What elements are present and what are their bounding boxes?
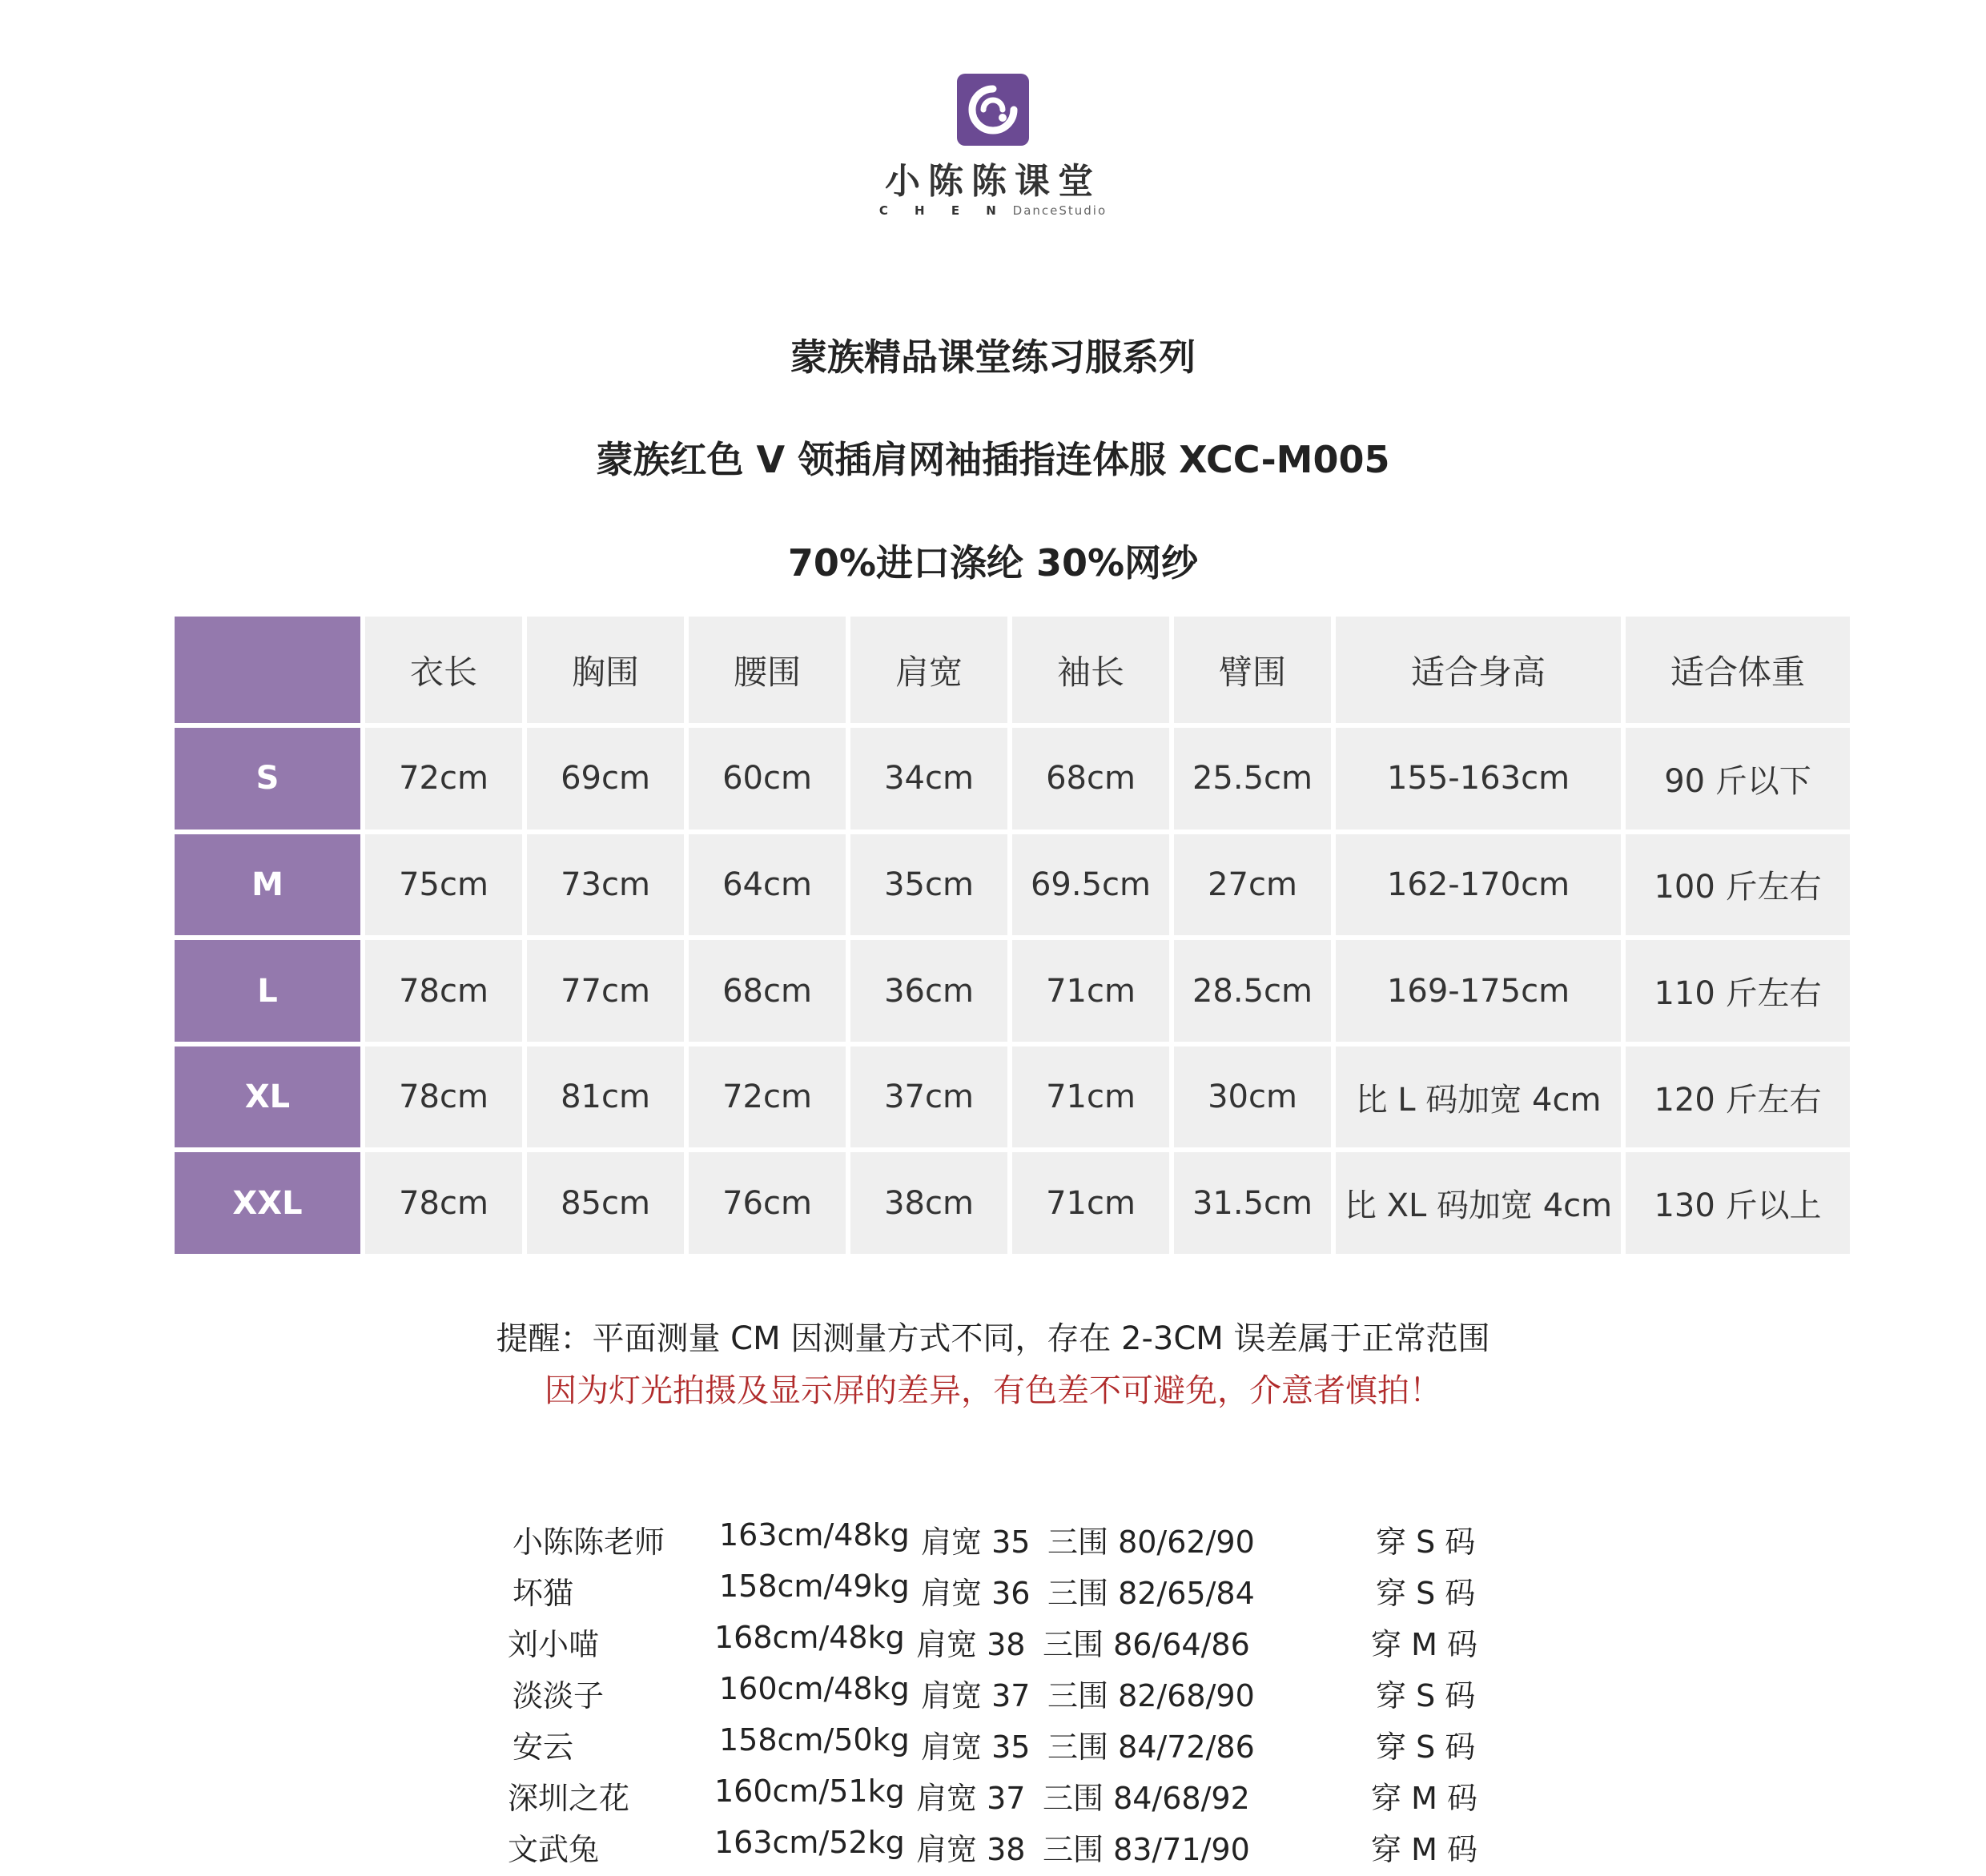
model-shoulder: 肩宽 38	[916, 1832, 1026, 1867]
model-list	[508, 1517, 1554, 1876]
fabric-title: 70%进口涤纶 30%网纱	[787, 541, 1199, 584]
model-shoulder: 肩宽 37	[921, 1678, 1031, 1713]
color-warning: 因为灯光拍摄及显示屏的差异，有色差不可避免，介意者慎拍！	[545, 1372, 1441, 1409]
table-cell: 25.5cm	[1174, 728, 1331, 830]
logo-mark-icon	[957, 74, 1029, 146]
size-label-cell: S	[175, 728, 360, 830]
table-cell: 34cm	[850, 728, 1007, 830]
model-size: 穿 M 码	[1371, 1781, 1477, 1816]
table-cell: 169-175cm	[1336, 940, 1621, 1042]
model-measurements: 三围 82/65/84	[1047, 1576, 1255, 1611]
list-item	[513, 1569, 1554, 1620]
model-height-weight: 160cm/48kg	[719, 1671, 910, 1706]
table-cell: 比 XL 码加宽 4cm	[1336, 1152, 1621, 1254]
list-item	[513, 1671, 1554, 1722]
logo-sub-text: DanceStudio	[1012, 203, 1108, 218]
table-cell: 30cm	[1174, 1046, 1331, 1148]
logo-sub-bold: C H E N	[878, 203, 1007, 218]
model-height-weight: 158cm/49kg	[719, 1569, 910, 1604]
size-label-cell: XXL	[175, 1152, 360, 1254]
table-cell: 73cm	[527, 834, 684, 936]
table-cell: 68cm	[689, 940, 846, 1042]
brand-logo	[877, 74, 1109, 218]
product-title: 蒙族红色 V 领插肩网袖插指连体服 XCC-M005	[596, 438, 1390, 481]
table-cell: 81cm	[527, 1046, 684, 1148]
model-shoulder: 肩宽 35	[921, 1729, 1031, 1765]
model-size: 穿 S 码	[1376, 1729, 1476, 1765]
table-cell: 90 斤以下	[1626, 728, 1850, 830]
model-shoulder: 肩宽 35	[921, 1525, 1031, 1560]
table-cell: 130 斤以上	[1626, 1152, 1850, 1254]
table-cell: 38cm	[850, 1152, 1007, 1254]
list-item	[508, 1620, 1554, 1671]
table-cell: 71cm	[1012, 1152, 1169, 1254]
table-cell: 77cm	[527, 940, 684, 1042]
table-row	[175, 1152, 1850, 1254]
model-size: 穿 M 码	[1371, 1627, 1477, 1662]
model-name: 坏猫	[513, 1576, 574, 1611]
table-cell: 71cm	[1012, 1046, 1169, 1148]
model-height-weight: 163cm/48kg	[719, 1517, 910, 1553]
logo-name: 小陈陈课堂	[885, 161, 1101, 202]
model-shoulder: 肩宽 36	[921, 1576, 1031, 1611]
table-cell: 75cm	[365, 834, 522, 936]
model-size: 穿 M 码	[1371, 1832, 1477, 1867]
model-height-weight: 168cm/48kg	[714, 1620, 905, 1655]
list-item	[513, 1517, 1554, 1569]
list-item	[513, 1722, 1554, 1774]
model-name: 小陈陈老师	[513, 1525, 665, 1560]
header-cell: 肩宽	[850, 617, 1007, 723]
size-table	[170, 612, 1855, 1259]
table-cell: 64cm	[689, 834, 846, 936]
table-row	[175, 940, 1850, 1042]
model-measurements: 三围 86/64/86	[1043, 1627, 1250, 1662]
table-cell: 110 斤左右	[1626, 940, 1850, 1042]
table-cell: 68cm	[1012, 728, 1169, 830]
table-cell: 76cm	[689, 1152, 846, 1254]
model-size: 穿 S 码	[1376, 1576, 1476, 1611]
table-row	[175, 1046, 1850, 1148]
table-cell: 27cm	[1174, 834, 1331, 936]
size-label-cell: M	[175, 834, 360, 936]
model-name: 刘小喵	[508, 1627, 600, 1662]
model-size: 穿 S 码	[1376, 1525, 1476, 1560]
table-cell: 69.5cm	[1012, 834, 1169, 936]
table-cell: 35cm	[850, 834, 1007, 936]
header-cell: 适合身高	[1336, 617, 1621, 723]
model-measurements: 三围 80/62/90	[1047, 1525, 1255, 1560]
model-shoulder: 肩宽 37	[916, 1781, 1026, 1816]
size-label-cell: L	[175, 940, 360, 1042]
table-cell: 69cm	[527, 728, 684, 830]
table-row	[175, 728, 1850, 830]
table-row	[175, 834, 1850, 936]
list-item	[508, 1825, 1554, 1876]
table-cell: 78cm	[365, 1046, 522, 1148]
table-cell: 71cm	[1012, 940, 1169, 1042]
table-cell: 78cm	[365, 940, 522, 1042]
table-cell: 60cm	[689, 728, 846, 830]
table-cell: 36cm	[850, 940, 1007, 1042]
measurement-reminder: 提醒：平面测量 CM 因测量方式不同，存在 2-3CM 误差属于正常范围	[496, 1320, 1490, 1357]
model-measurements: 三围 82/68/90	[1047, 1678, 1255, 1713]
table-cell: 比 L 码加宽 4cm	[1336, 1046, 1621, 1148]
model-size: 穿 S 码	[1376, 1678, 1476, 1713]
list-item	[508, 1774, 1554, 1825]
table-cell: 28.5cm	[1174, 940, 1331, 1042]
table-cell: 72cm	[689, 1046, 846, 1148]
size-label-cell: XL	[175, 1046, 360, 1148]
header-cell: 腰围	[689, 617, 846, 723]
header-cell: 衣长	[365, 617, 522, 723]
table-corner-cell	[175, 617, 360, 723]
model-name: 安云	[513, 1729, 574, 1765]
model-measurements: 三围 84/68/92	[1043, 1781, 1250, 1816]
table-cell: 120 斤左右	[1626, 1046, 1850, 1148]
model-measurements: 三围 83/71/90	[1043, 1832, 1250, 1867]
model-height-weight: 160cm/51kg	[714, 1774, 905, 1809]
model-name: 文武兔	[508, 1832, 600, 1867]
table-cell: 72cm	[365, 728, 522, 830]
logo-subtitle	[877, 203, 1109, 218]
model-measurements: 三围 84/72/86	[1047, 1729, 1255, 1765]
model-shoulder: 肩宽 38	[916, 1627, 1026, 1662]
table-cell: 85cm	[527, 1152, 684, 1254]
table-header-row	[175, 617, 1850, 723]
series-title: 蒙族精品课堂练习服系列	[790, 335, 1196, 379]
header-cell: 袖长	[1012, 617, 1169, 723]
model-height-weight: 163cm/52kg	[714, 1825, 905, 1860]
header-cell: 胸围	[527, 617, 684, 723]
table-cell: 155-163cm	[1336, 728, 1621, 830]
table-cell: 37cm	[850, 1046, 1007, 1148]
table-cell: 31.5cm	[1174, 1152, 1331, 1254]
header-cell: 臂围	[1174, 617, 1331, 723]
model-height-weight: 158cm/50kg	[719, 1722, 910, 1757]
table-cell: 100 斤左右	[1626, 834, 1850, 936]
table-cell: 78cm	[365, 1152, 522, 1254]
model-name: 深圳之花	[508, 1781, 630, 1816]
table-cell: 162-170cm	[1336, 834, 1621, 936]
header-cell: 适合体重	[1626, 617, 1850, 723]
model-name: 淡淡子	[513, 1678, 605, 1713]
